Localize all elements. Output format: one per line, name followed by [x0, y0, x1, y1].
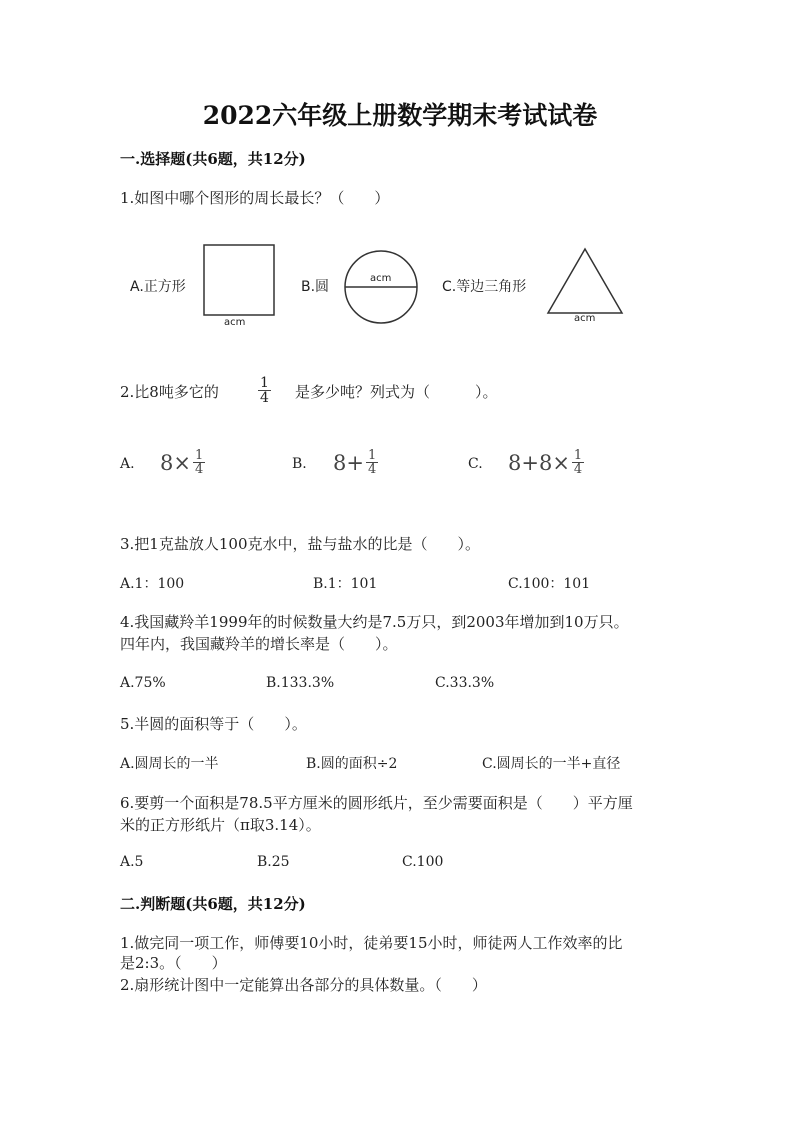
q3-option-a: A.1：100 — [120, 576, 185, 592]
option-a-square-label: A.正方形 — [130, 279, 186, 295]
option-b-circle-label: B.圆 — [301, 279, 330, 295]
question-4-line-1: 4.我国藏羚羊1999年的时候数量大约是7.5万只，到2003年增加到10万只。 — [120, 613, 629, 631]
q3-option-b: B.1：101 — [313, 576, 378, 592]
q3-option-c: C.100：101 — [508, 576, 591, 592]
circle-figure — [343, 249, 419, 325]
expr-prefix: 8+ — [333, 450, 364, 475]
triangle-figure — [546, 247, 624, 315]
q2-option-b-letter: B. — [292, 456, 307, 472]
section-heading-judgement: 二.判断题(共6题，共12分) — [120, 895, 306, 913]
expr-prefix: 8× — [160, 450, 191, 475]
q2-option-c-expression — [508, 449, 584, 476]
question-6-line-2: 米的正方形纸片（π取3.14）。 — [120, 816, 321, 834]
circle-diameter-label: acm — [370, 273, 392, 284]
q4-option-a: A.75% — [120, 675, 166, 691]
fraction-numerator: 1 — [573, 448, 583, 463]
expr-prefix: 8+8× — [508, 450, 570, 475]
question-2-text-after: 是多少吨？列式为（ ）。 — [295, 383, 498, 401]
question-6-line-1: 6.要剪一个面积是78.5平方厘米的圆形纸片，至少需要面积是（ ）平方厘 — [120, 794, 633, 812]
expr-fraction — [193, 449, 205, 476]
page-title: 2022六年级上册数学期末考试试卷 — [202, 101, 598, 130]
q5-option-a: A.圆周长的一半 — [120, 756, 219, 772]
square-side-label: acm — [224, 317, 246, 328]
square-figure — [203, 244, 275, 316]
question-2-text-before: 2.比8吨多它的 — [120, 383, 219, 401]
q4-option-b: B.133.3% — [266, 675, 335, 691]
fraction-numerator: 1 — [367, 448, 377, 463]
question-1-text: 1.如图中哪个图形的周长最长？（ ） — [120, 189, 390, 207]
square-shape — [204, 245, 274, 315]
expr-fraction — [572, 449, 584, 476]
section-heading-choice: 一.选择题(共6题，共12分) — [120, 150, 306, 168]
q2-option-a-letter: A. — [120, 456, 135, 472]
question-4-line-2: 四年内，我国藏羚羊的增长率是（ ）。 — [120, 635, 398, 653]
question-2-fraction — [258, 376, 271, 405]
q6-option-c: C.100 — [402, 854, 444, 870]
triangle-shape — [548, 249, 622, 313]
judgement-2-text: 2.扇形统计图中一定能算出各部分的具体数量。（ ） — [120, 976, 487, 994]
q5-option-c: C.圆周长的一半+直径 — [482, 756, 621, 772]
q5-option-b: B.圆的面积÷2 — [306, 756, 398, 772]
question-3-text: 3.把1克盐放人100克水中，盐与盐水的比是（ ）。 — [120, 535, 480, 553]
question-5-text: 5.半圆的面积等于（ ）。 — [120, 715, 307, 733]
fraction-denominator: 4 — [573, 462, 583, 477]
judgement-1-line-2: 是2:3。（ ） — [120, 954, 227, 972]
judgement-1-line-1: 1.做完同一项工作，师傅要10小时，徒弟要15小时，师徒两人工作效率的比 — [120, 934, 623, 952]
q2-option-c-letter: C. — [468, 456, 483, 472]
fraction-denominator: 4 — [367, 462, 377, 477]
option-c-triangle-label: C.等边三角形 — [442, 279, 527, 295]
fraction-denominator: 4 — [194, 462, 204, 477]
fraction-numerator: 1 — [194, 448, 204, 463]
q6-option-a: A.5 — [120, 854, 144, 870]
fraction-numerator: 1 — [260, 375, 269, 391]
q2-option-a-expression — [160, 449, 205, 476]
q6-option-b: B.25 — [257, 854, 290, 870]
q2-option-b-expression — [333, 449, 378, 476]
fraction-denominator: 4 — [260, 390, 269, 406]
q4-option-c: C.33.3% — [435, 675, 495, 691]
triangle-side-label: acm — [574, 313, 596, 324]
expr-fraction — [366, 449, 378, 476]
